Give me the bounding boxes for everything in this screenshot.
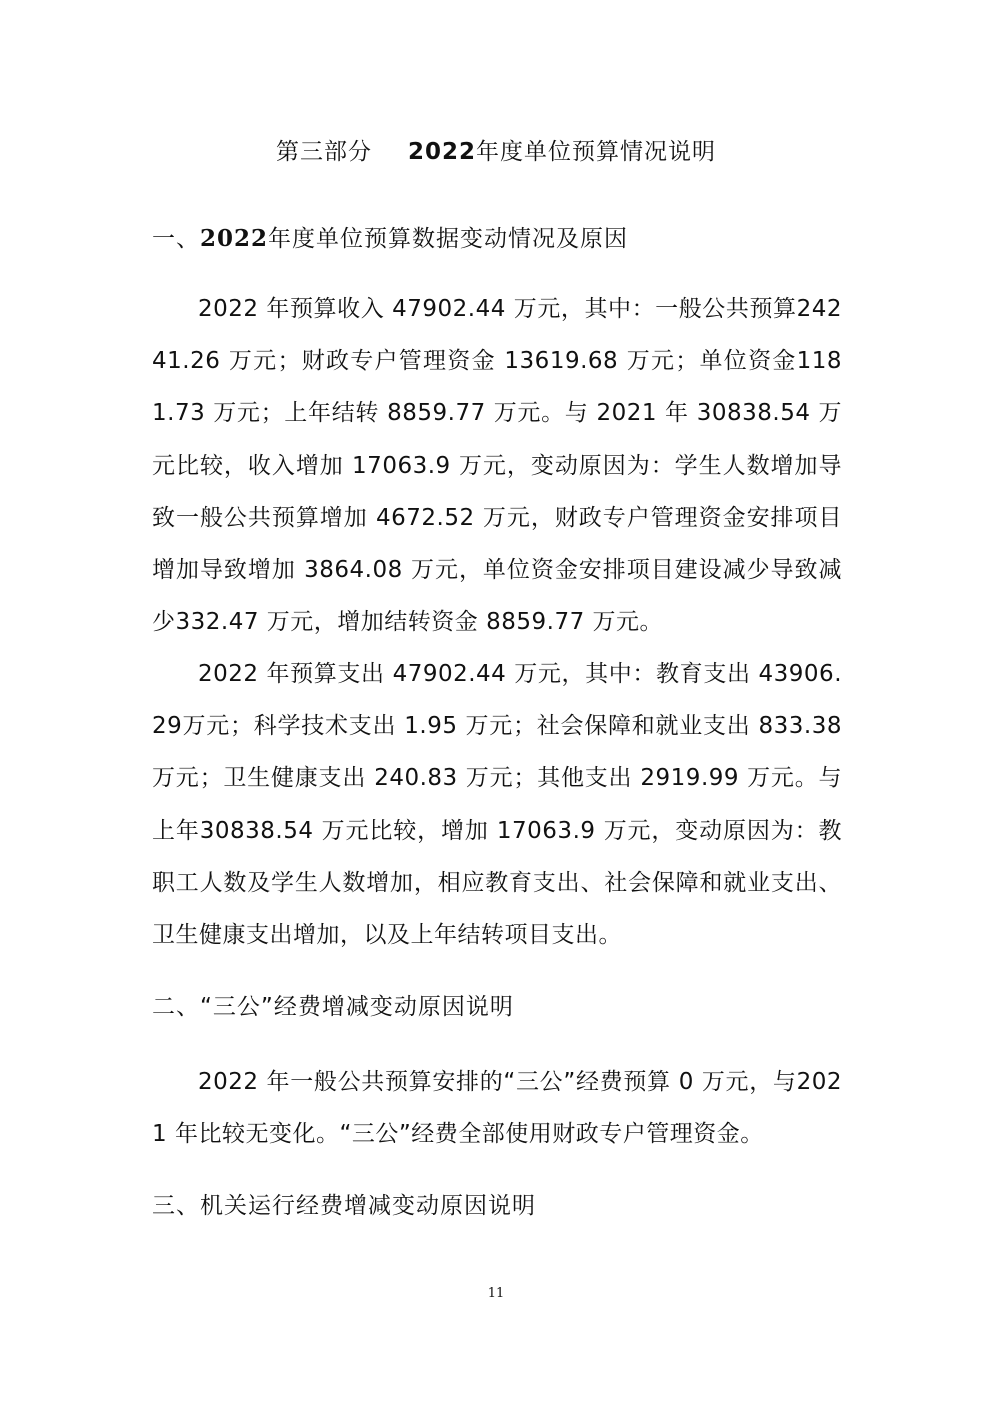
title-year: 2022: [407, 139, 476, 165]
section-1-heading-text: 年度单位预算数据变动情况及原因: [268, 226, 629, 252]
section-2-heading: 二、“三公”经费增减变动原因说明: [152, 994, 514, 1020]
section-1-heading: [152, 219, 852, 259]
page-number: 11: [487, 1286, 505, 1301]
section-1-paragraph-expenditure: 2022 年预算支出 47902.44 万元，其中：教育支出 43906.29万元；科学技术支出 1.95 万元；社会保障和就业支出 833.38 万元；卫生健康支出 240.83 万元；其他支出 2919.99 万元。与上年30838.54 万元比较，增加 17063.9 万元，变动原因为：教职工人数及学生人数增加，相应教育支出、社会保障和就业支出、卫生健康支出增加，以及上年结转项目支出。: [152, 661, 842, 949]
section-2-paragraph: 2022 年一般公共预算安排的“三公”经费预算 0 万元，与2021 年比较无变化。“三公”经费全部使用财政专户管理资金。: [152, 1069, 842, 1148]
page-title: [0, 132, 992, 172]
section-1-heading-prefix: 一、: [152, 226, 200, 252]
section-3-heading: 三、机关运行经费增减变动原因说明: [152, 1193, 536, 1219]
section-1-heading-year: 2022: [200, 225, 269, 252]
title-text: 年度单位预算情况说明: [476, 139, 716, 165]
section-1-paragraph-income: 2022 年预算收入 47902.44 万元，其中：一般公共预算24241.26 万元；财政专户管理资金 13619.68 万元；单位资金1181.73 万元；上年结转 8859.77 万元。与 2021 年 30838.54 万元比较，收入增加 17063.9 万元，变动原因为：学生人数增加导致一般公共预算增加 4672.52 万元，财政专户管理资金安排项目增加导致增加 3864.08 万元，单位资金安排项目建设减少导致减少332.47 万元，增加结转资金 8859.77 万元。: [152, 296, 842, 636]
title-prefix: 第三部分: [275, 139, 372, 165]
